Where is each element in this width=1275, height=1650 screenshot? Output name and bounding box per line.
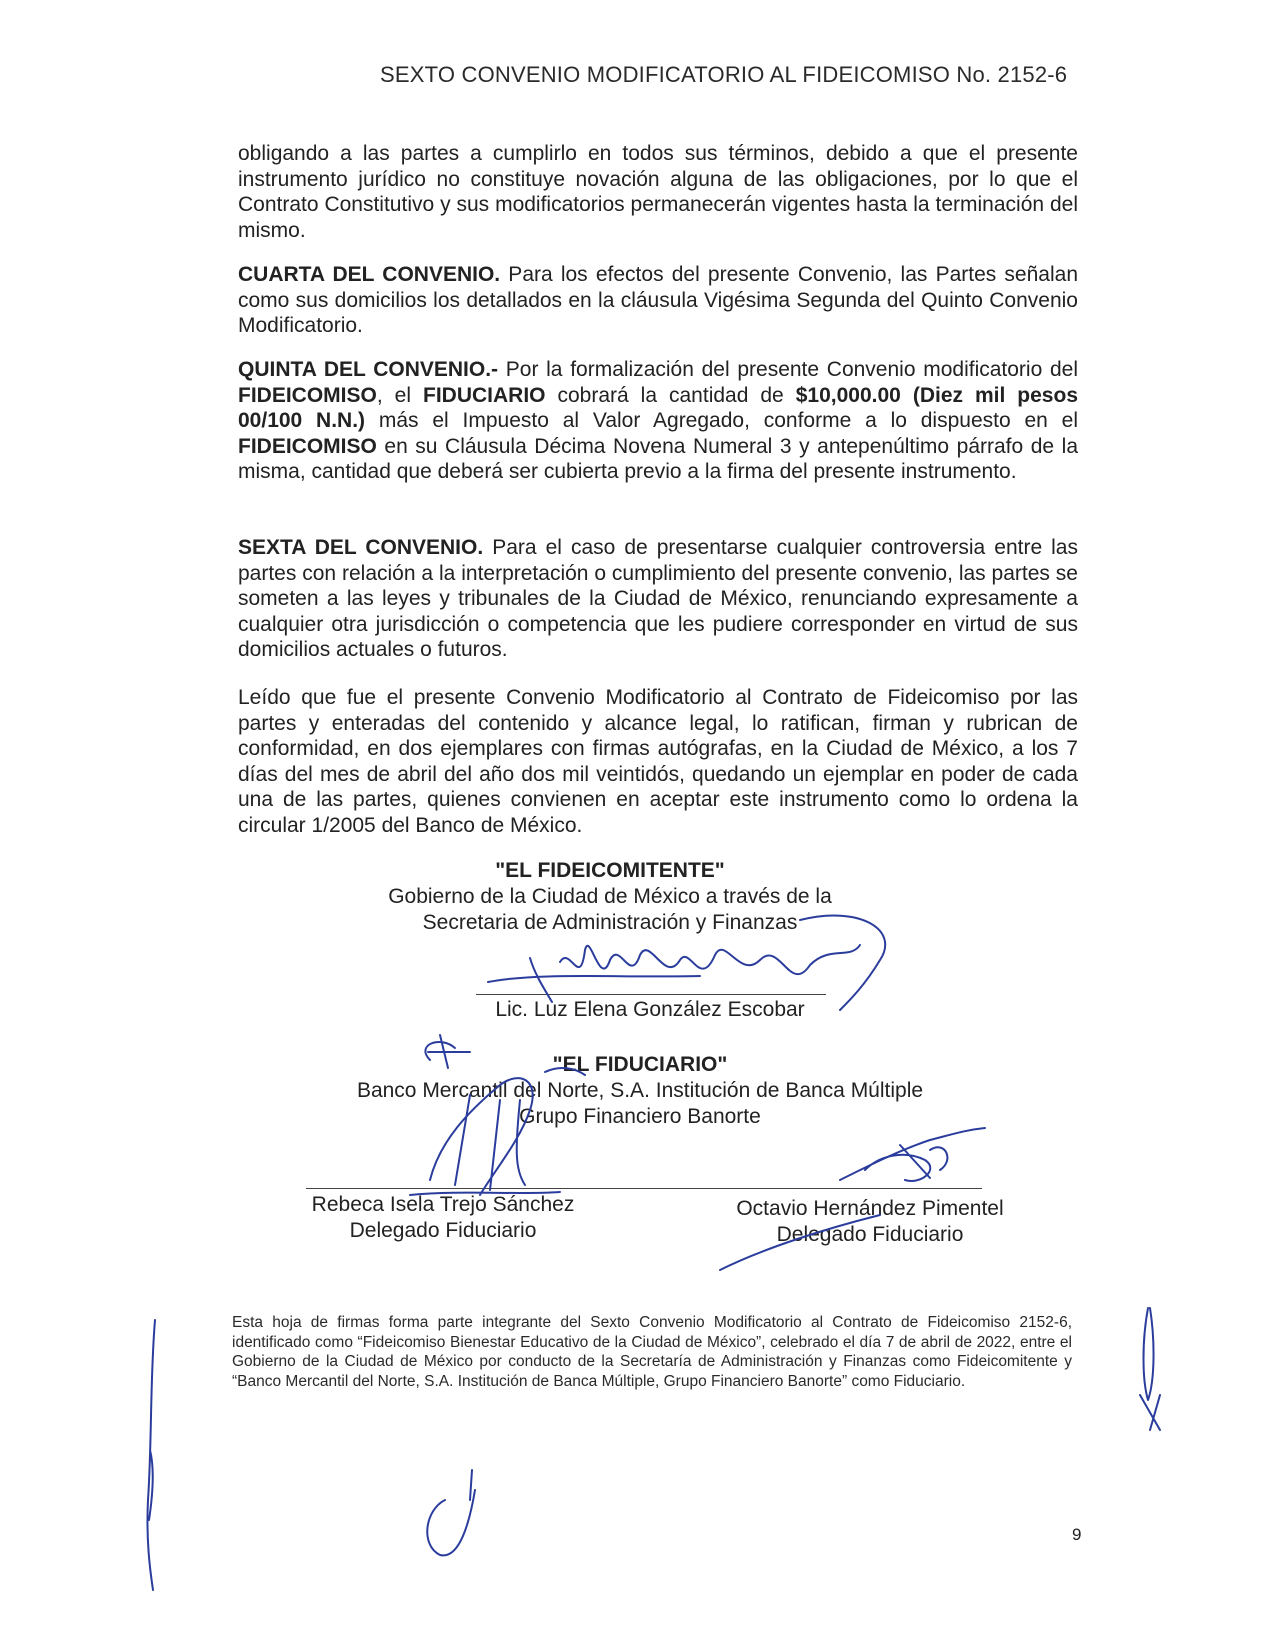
paragraph-text: obligando a las partes a cumplirlo en todos sus términos, debido a que el presente instrumento jurídico no constituye novación alguna de las obligaciones, por lo que el Contrato Constitutivo y sus modificatorios permanecerán vigentes hasta la terminación del mismo.	[238, 142, 1078, 242]
fiduciario-line1: Banco Mercantil del Norte, S.A. Institución de Banca Múltiple	[356, 1079, 924, 1102]
clause-heading: QUINTA DEL CONVENIO.-	[238, 358, 499, 381]
footer-note: Esta hoja de firmas forma parte integrante del Sexto Convenio Modificatorio al Contrato de Fideicomiso 2152-6, identificado como “Fideicomiso Bienestar Educativo de la Ciudad de México”, celebrado el día 7 de abril de 2022, entre el Gobierno de la Ciudad de México por conducto de la Secretaría de Administración y Finanzas como Fideicomitente y “Banco Mercantil del Norte, S.A. Institución de Banca Múltiple, Grupo Financiero Banorte” como Fiduciario.	[232, 1314, 1072, 1390]
clause-cuarta	[238, 262, 1078, 339]
clause-text: más el Impuesto al Valor Agregado, conforme a lo dispuesto en el	[365, 409, 1078, 432]
fideicomitente-title: "EL FIDEICOMITENTE"	[495, 859, 725, 882]
clause-text: , el	[376, 383, 423, 407]
clause-quinta	[238, 357, 1078, 485]
term-fideicomiso: FIDEICOMISO	[238, 434, 377, 458]
clause-text: Para los efectos del presente Convenio, las Partes señalan como sus domicilios los detallados en la cláusula Vigésima Segunda del Quinto Convenio Modificatorio.	[238, 263, 1078, 337]
clause-text: cobrará la cantidad de	[545, 383, 796, 407]
paragraph-text: Leído que fue el presente Convenio Modificatorio al Contrato de Fideicomiso por las partes y enteradas del contenido y alcance legal, lo ratifican, firman y rubrican de conformidad, en dos ejemplares con firmas autógrafas, en la Ciudad de México, a los 7 días del mes de abril del año dos mil veintidós, quedando un ejemplar en poder de cada una de las partes, quienes convienen en aceptar este instrumento como lo ordena la circular 1/2005 del Banco de México.	[238, 686, 1078, 837]
clause-sexta	[238, 535, 1078, 663]
fideicomitente-line2: Secretaria de Administración y Finanzas	[422, 911, 798, 934]
clause-text: Por la formalización del presente Convenio modificatorio del	[498, 358, 1078, 381]
signature-line	[306, 1188, 982, 1189]
clause-text: Para el caso de presentarse cualquier controversia entre las partes con relación a la interpretación o cumplimiento del presente convenio, las partes se someten a las leyes y tribunales de la Ciudad de México, renunciando expresamente a cualquier otra jurisdicción o competencia que les pudiere corresponder en virtud de sus domicilios actuales o futuros.	[238, 536, 1078, 661]
clause-text: en su Cláusula Décima Novena Numeral 3 y antepenúltimo párrafo de la misma, cantidad que deberá ser cubierta previo a la firma del presente instrumento.	[238, 434, 1078, 483]
fideicomitente-block	[330, 858, 890, 936]
fee-amount: $10,000.00 (Diez mil pesos 00/100 N.N.)	[238, 383, 1078, 432]
page-initial	[427, 1470, 475, 1555]
fiduciario-signer-2	[700, 1196, 1040, 1248]
signer-role: Delegado Fiduciario	[349, 1219, 537, 1242]
term-fideicomiso: FIDEICOMISO	[238, 383, 377, 407]
paragraph-continuation	[238, 141, 1078, 243]
signer-role: Delegado Fiduciario	[776, 1223, 964, 1246]
fiduciario-signer-1	[278, 1192, 608, 1244]
fiduciario-title: "EL FIDUCIARIO"	[552, 1053, 728, 1076]
signer-name: Octavio Hernández Pimentel	[736, 1197, 1004, 1220]
clause-heading: SEXTA DEL CONVENIO.	[238, 536, 484, 559]
fiduciario-line2: Grupo Financiero Banorte	[519, 1105, 761, 1128]
signature-line	[476, 994, 826, 995]
page-number: 9	[1072, 1525, 1082, 1544]
margin-initial-right	[1140, 1308, 1160, 1430]
fideicomitente-line1: Gobierno de la Ciudad de México a través de la	[388, 885, 832, 908]
term-fiduciario: FIDUCIARIO	[423, 383, 546, 407]
fideicomitente-signer-name: Lic. Luz Elena González Escobar	[495, 998, 805, 1021]
document-header: SEXTO CONVENIO MODIFICATORIO AL FIDEICOMISO No. 2152-6	[380, 62, 1068, 87]
fiduciario-block	[300, 1052, 980, 1130]
signer-name: Rebeca Isela Trejo Sánchez	[311, 1193, 575, 1216]
closing-paragraph	[238, 685, 1078, 838]
margin-signature-left	[147, 1320, 155, 1590]
clause-heading: CUARTA DEL CONVENIO.	[238, 263, 501, 286]
